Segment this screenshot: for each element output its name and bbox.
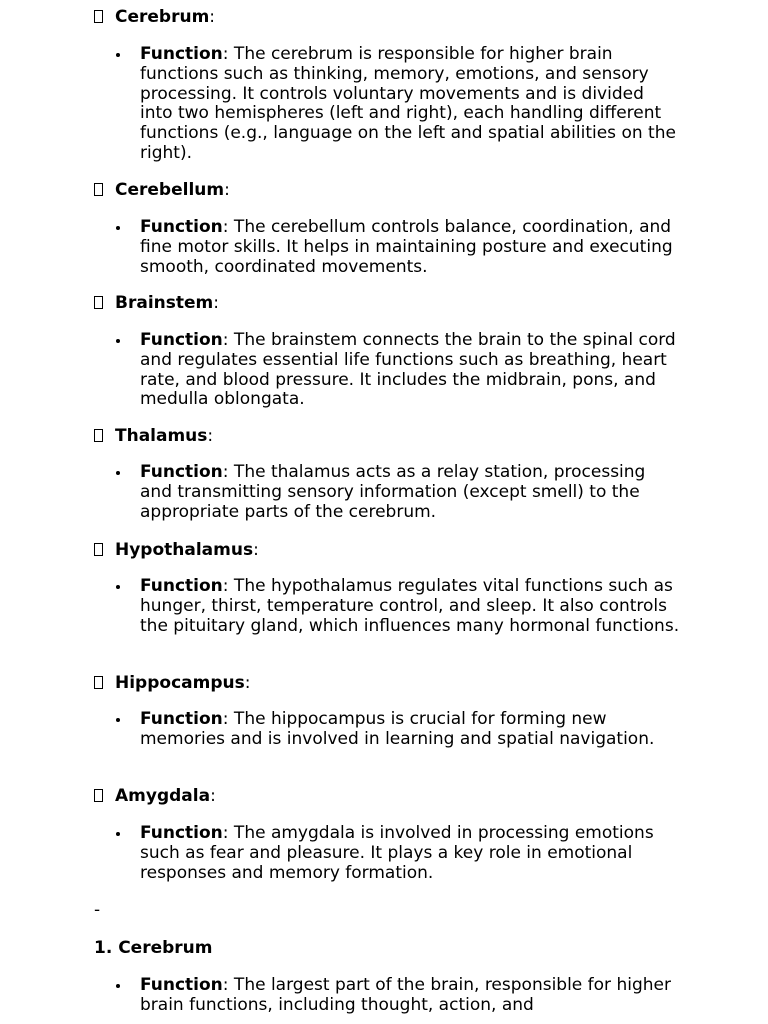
missing-glyph-box-icon	[94, 10, 103, 23]
numbered-heading: 1. Cerebrum	[94, 938, 213, 958]
missing-glyph-box-icon	[94, 183, 103, 196]
function-description	[140, 577, 680, 636]
function-description	[140, 463, 680, 522]
section-heading	[94, 8, 215, 28]
function-text: : The cerebellum controls balance, coordination, and fine motor skills. It helps in maintaining posture and executing smooth, coordinated movements.	[140, 217, 673, 277]
function-text: : The largest part of the brain, responsible for higher brain functions, including thought, action, and	[140, 975, 671, 1015]
function-description	[140, 218, 680, 277]
bullet-icon	[116, 471, 120, 475]
separator-dash: -	[94, 900, 101, 920]
function-label: Function	[140, 462, 223, 482]
section-title: Brainstem	[115, 293, 214, 313]
section-title: Cerebrum	[115, 7, 210, 27]
function-label: Function	[140, 217, 223, 237]
section-heading	[94, 787, 216, 807]
bullet-icon	[116, 718, 120, 722]
section-title-suffix: :	[213, 293, 219, 313]
missing-glyph-box-icon	[94, 789, 103, 802]
section-title-suffix: :	[244, 673, 251, 693]
function-text: : The brainstem connects the brain to the spinal cord and regulates essential life functions such as breathing, heart rate, and blood pressure. It includes the midbrain, pons, and medulla oblongata.	[140, 330, 676, 410]
missing-glyph-box-icon	[94, 429, 103, 442]
section-title-suffix: :	[207, 426, 214, 446]
bullet-icon	[116, 339, 120, 343]
section-title-suffix: :	[224, 180, 230, 200]
function-label: Function	[140, 709, 223, 729]
bullet-icon	[116, 53, 120, 57]
bullet-icon	[116, 984, 120, 988]
function-text: : The hippocampus is crucial for forming new memories and is involved in learning and spatial navigation.	[140, 709, 655, 749]
missing-glyph-box-icon	[94, 296, 103, 309]
function-label: Function	[140, 975, 223, 995]
section-title: Thalamus	[115, 426, 208, 446]
section-heading	[94, 294, 219, 314]
function-text: : The thalamus acts as a relay station, processing and transmitting sensory information (except smell) to the appropriate parts of the cerebrum.	[140, 462, 646, 522]
function-description	[140, 45, 680, 164]
section-title: Hypothalamus	[115, 540, 254, 560]
section-title-suffix: :	[253, 540, 259, 560]
missing-glyph-box-icon	[94, 676, 103, 689]
bullet-icon	[116, 832, 120, 836]
function-text: : The hypothalamus regulates vital functions such as hunger, thirst, temperature control, and sleep. It also controls the pituitary gland, which influences many hormonal functions.	[140, 576, 680, 636]
function-text: : The amygdala is involved in processing emotions such as fear and pleasure. It plays a key role in emotional responses and memory formation.	[140, 823, 654, 883]
section-title-suffix: :	[209, 7, 216, 27]
missing-glyph-box-icon	[94, 543, 103, 556]
bullet-icon	[116, 585, 120, 589]
section-heading	[94, 541, 259, 561]
section-title: Cerebellum	[115, 180, 225, 200]
function-label: Function	[140, 330, 223, 350]
function-description	[140, 824, 680, 883]
function-label: Function	[140, 823, 223, 843]
section-heading	[94, 674, 250, 694]
function-description	[140, 331, 680, 410]
function-text: : The cerebrum is responsible for higher brain functions such as thinking, memory, emotions, and sensory processing. It controls voluntary movements and is divided into two hemispheres (left and right), each handling different functions (e.g., language on the left and spatial abilities on the right).	[140, 44, 676, 163]
section-heading	[94, 427, 213, 447]
section-title: Hippocampus	[115, 673, 245, 693]
section-title: Amygdala	[115, 786, 211, 806]
function-label: Function	[140, 44, 223, 64]
function-label: Function	[140, 576, 223, 596]
function-description	[140, 976, 680, 1016]
function-description	[140, 710, 680, 750]
bullet-icon	[116, 226, 120, 230]
section-heading	[94, 181, 230, 201]
section-title-suffix: :	[210, 786, 216, 806]
